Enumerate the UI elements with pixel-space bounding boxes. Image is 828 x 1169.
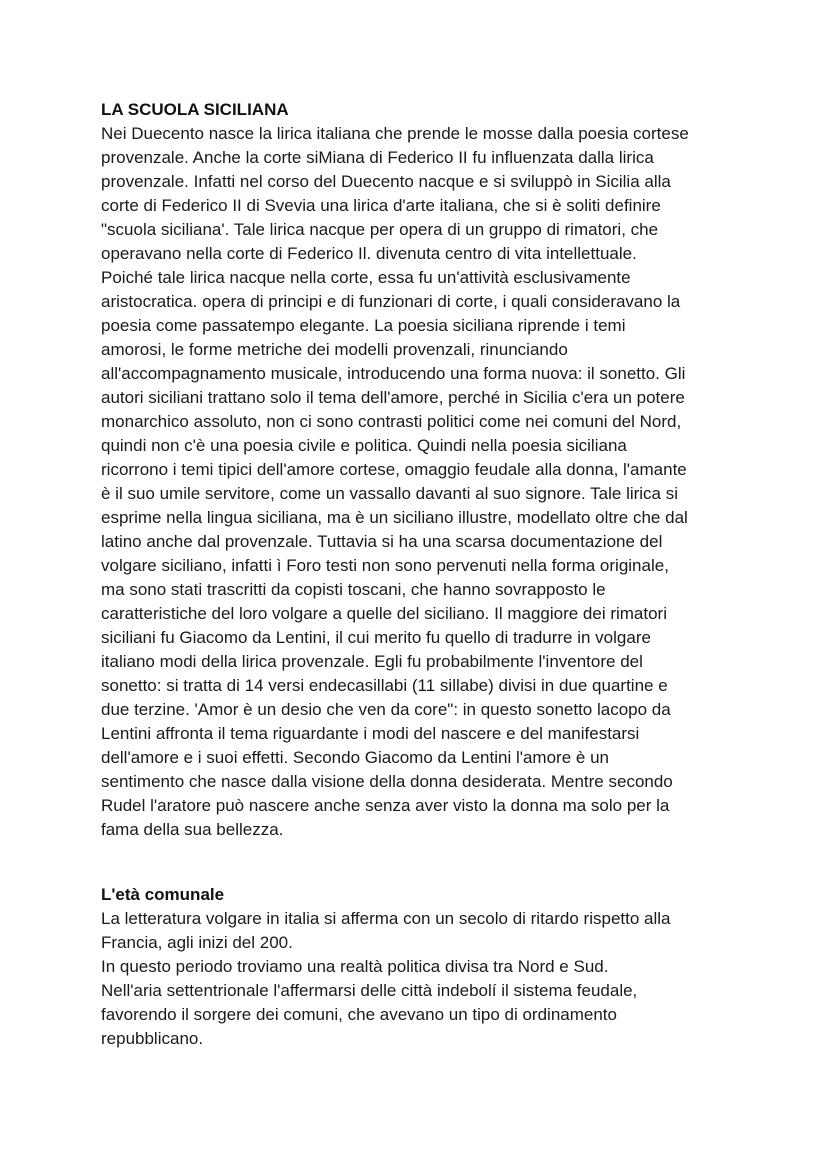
- paragraph-line: Rudel l'aratore può nascere anche senza aver visto la donna ma solo per la: [101, 796, 670, 815]
- paragraph-line: italiano modi della lirica provenzale. Egli fu probabilmente l'inventore del: [101, 652, 643, 671]
- paragraph-line: latino anche dal provenzale. Tuttavia si ha una scarsa documentazione del: [101, 532, 663, 551]
- paragraph-line: aristocratica. opera di principi e di funzionari di corte, i quali consideravano la: [101, 292, 681, 311]
- paragraph-line: sonetto: si tratta di 14 versi endecasillabi (11 sillabe) divisi in due quartine e: [101, 676, 668, 695]
- paragraph-line: ma sono stati trascritti da copisti toscani, che hanno sovrapposto le: [101, 580, 606, 599]
- paragraph-line: operavano nella corte di Federico Il. divenuta centro di vita intellettuale.: [101, 244, 637, 263]
- paragraph-line: provenzale. Anche la corte siMiana di Federico II fu influenzata dalla lirica: [101, 148, 654, 167]
- paragraph-eta-comunale: [101, 907, 741, 1051]
- paragraph-line: In questo periodo troviamo una realtà politica divisa tra Nord e Sud.: [101, 957, 609, 976]
- paragraph-line: è il suo umile servitore, come un vassallo davanti al suo signore. Tale lirica si: [101, 484, 679, 503]
- section-eta-comunale: [101, 883, 741, 1051]
- section-title-scuola-siciliana: LA SCUOLA SICILIANA: [101, 100, 289, 119]
- paragraph-line: repubblicano.: [101, 1029, 204, 1048]
- paragraph-line: fama della sua bellezza.: [101, 820, 284, 839]
- section-title-eta-comunale: L'età comunale: [101, 885, 225, 904]
- paragraph-line: Poiché tale lirica nacque nella corte, essa fu un'attività esclusivamente: [101, 268, 631, 287]
- paragraph-line: corte di Federico II di Svevia una lirica d'arte italiana, che si è soliti definire: [101, 196, 661, 215]
- paragraph-line: Lentini affronta il tema riguardante i modi del nascere e del manifestarsi: [101, 724, 640, 743]
- paragraph-line: siciliani fu Giacomo da Lentini, il cui merito fu quello di tradurre in volgare: [101, 628, 651, 647]
- paragraph-line: ricorrono i temi tipici dell'amore cortese, omaggio feudale alla donna, l'amante: [101, 460, 687, 479]
- paragraph-line: poesia come passatempo elegante. La poesia siciliana riprende i temi: [101, 316, 626, 335]
- paragraph-line: autori siciliani trattano solo il tema dell'amore, perché in Sicilia c'era un potere: [101, 388, 685, 407]
- paragraph-line: "scuola siciliana'. Tale lirica nacque per opera di un gruppo di rimatori, che: [101, 220, 659, 239]
- paragraph-line: amorosi, le forme metriche dei modelli provenzali, rinunciando: [101, 340, 568, 359]
- paragraph-line: Nei Duecento nasce la lirica italiana che prende le mosse dalla poesia cortese: [101, 124, 689, 143]
- paragraph-line: favorendo il sorgere dei comuni, che avevano un tipo di ordinamento: [101, 1005, 617, 1024]
- paragraph-scuola-siciliana: [101, 122, 741, 842]
- paragraph-line: La letteratura volgare in italia si afferma con un secolo di ritardo rispetto alla: [101, 909, 671, 928]
- paragraph-line: esprime nella lingua siciliana, ma è un siciliano illustre, modellato oltre che dal: [101, 508, 688, 527]
- paragraph-line: Francia, agli inizi del 200.: [101, 933, 293, 952]
- paragraph-line: quindi non c'è una poesia civile e politica. Quindi nella poesia siciliana: [101, 436, 627, 455]
- paragraph-line: all'accompagnamento musicale, introducendo una forma nuova: il sonetto. Gli: [101, 364, 686, 383]
- paragraph-line: due terzine. 'Amor è un desio che ven da core": in questo sonetto lacopo da: [101, 700, 671, 719]
- paragraph-line: monarchico assoluto, non ci sono contrasti politici come nei comuni del Nord,: [101, 412, 682, 431]
- paragraph-line: caratteristiche del loro volgare a quelle del siciliano. Il maggiore dei rimatori: [101, 604, 667, 623]
- paragraph-line: Nell'aria settentrionale l'affermarsi delle città indebolí il sistema feudale,: [101, 981, 638, 1000]
- paragraph-line: sentimento che nasce dalla visione della donna desiderata. Mentre secondo: [101, 772, 673, 791]
- document-page: [101, 98, 741, 842]
- paragraph-line: provenzale. Infatti nel corso del Duecento nacque e si sviluppò in Sicilia alla: [101, 172, 671, 191]
- paragraph-line: volgare siciliano, infatti ì Foro testi non sono pervenuti nella forma originale,: [101, 556, 669, 575]
- paragraph-line: dell'amore e i suoi effetti. Secondo Giacomo da Lentini l'amore è un: [101, 748, 609, 767]
